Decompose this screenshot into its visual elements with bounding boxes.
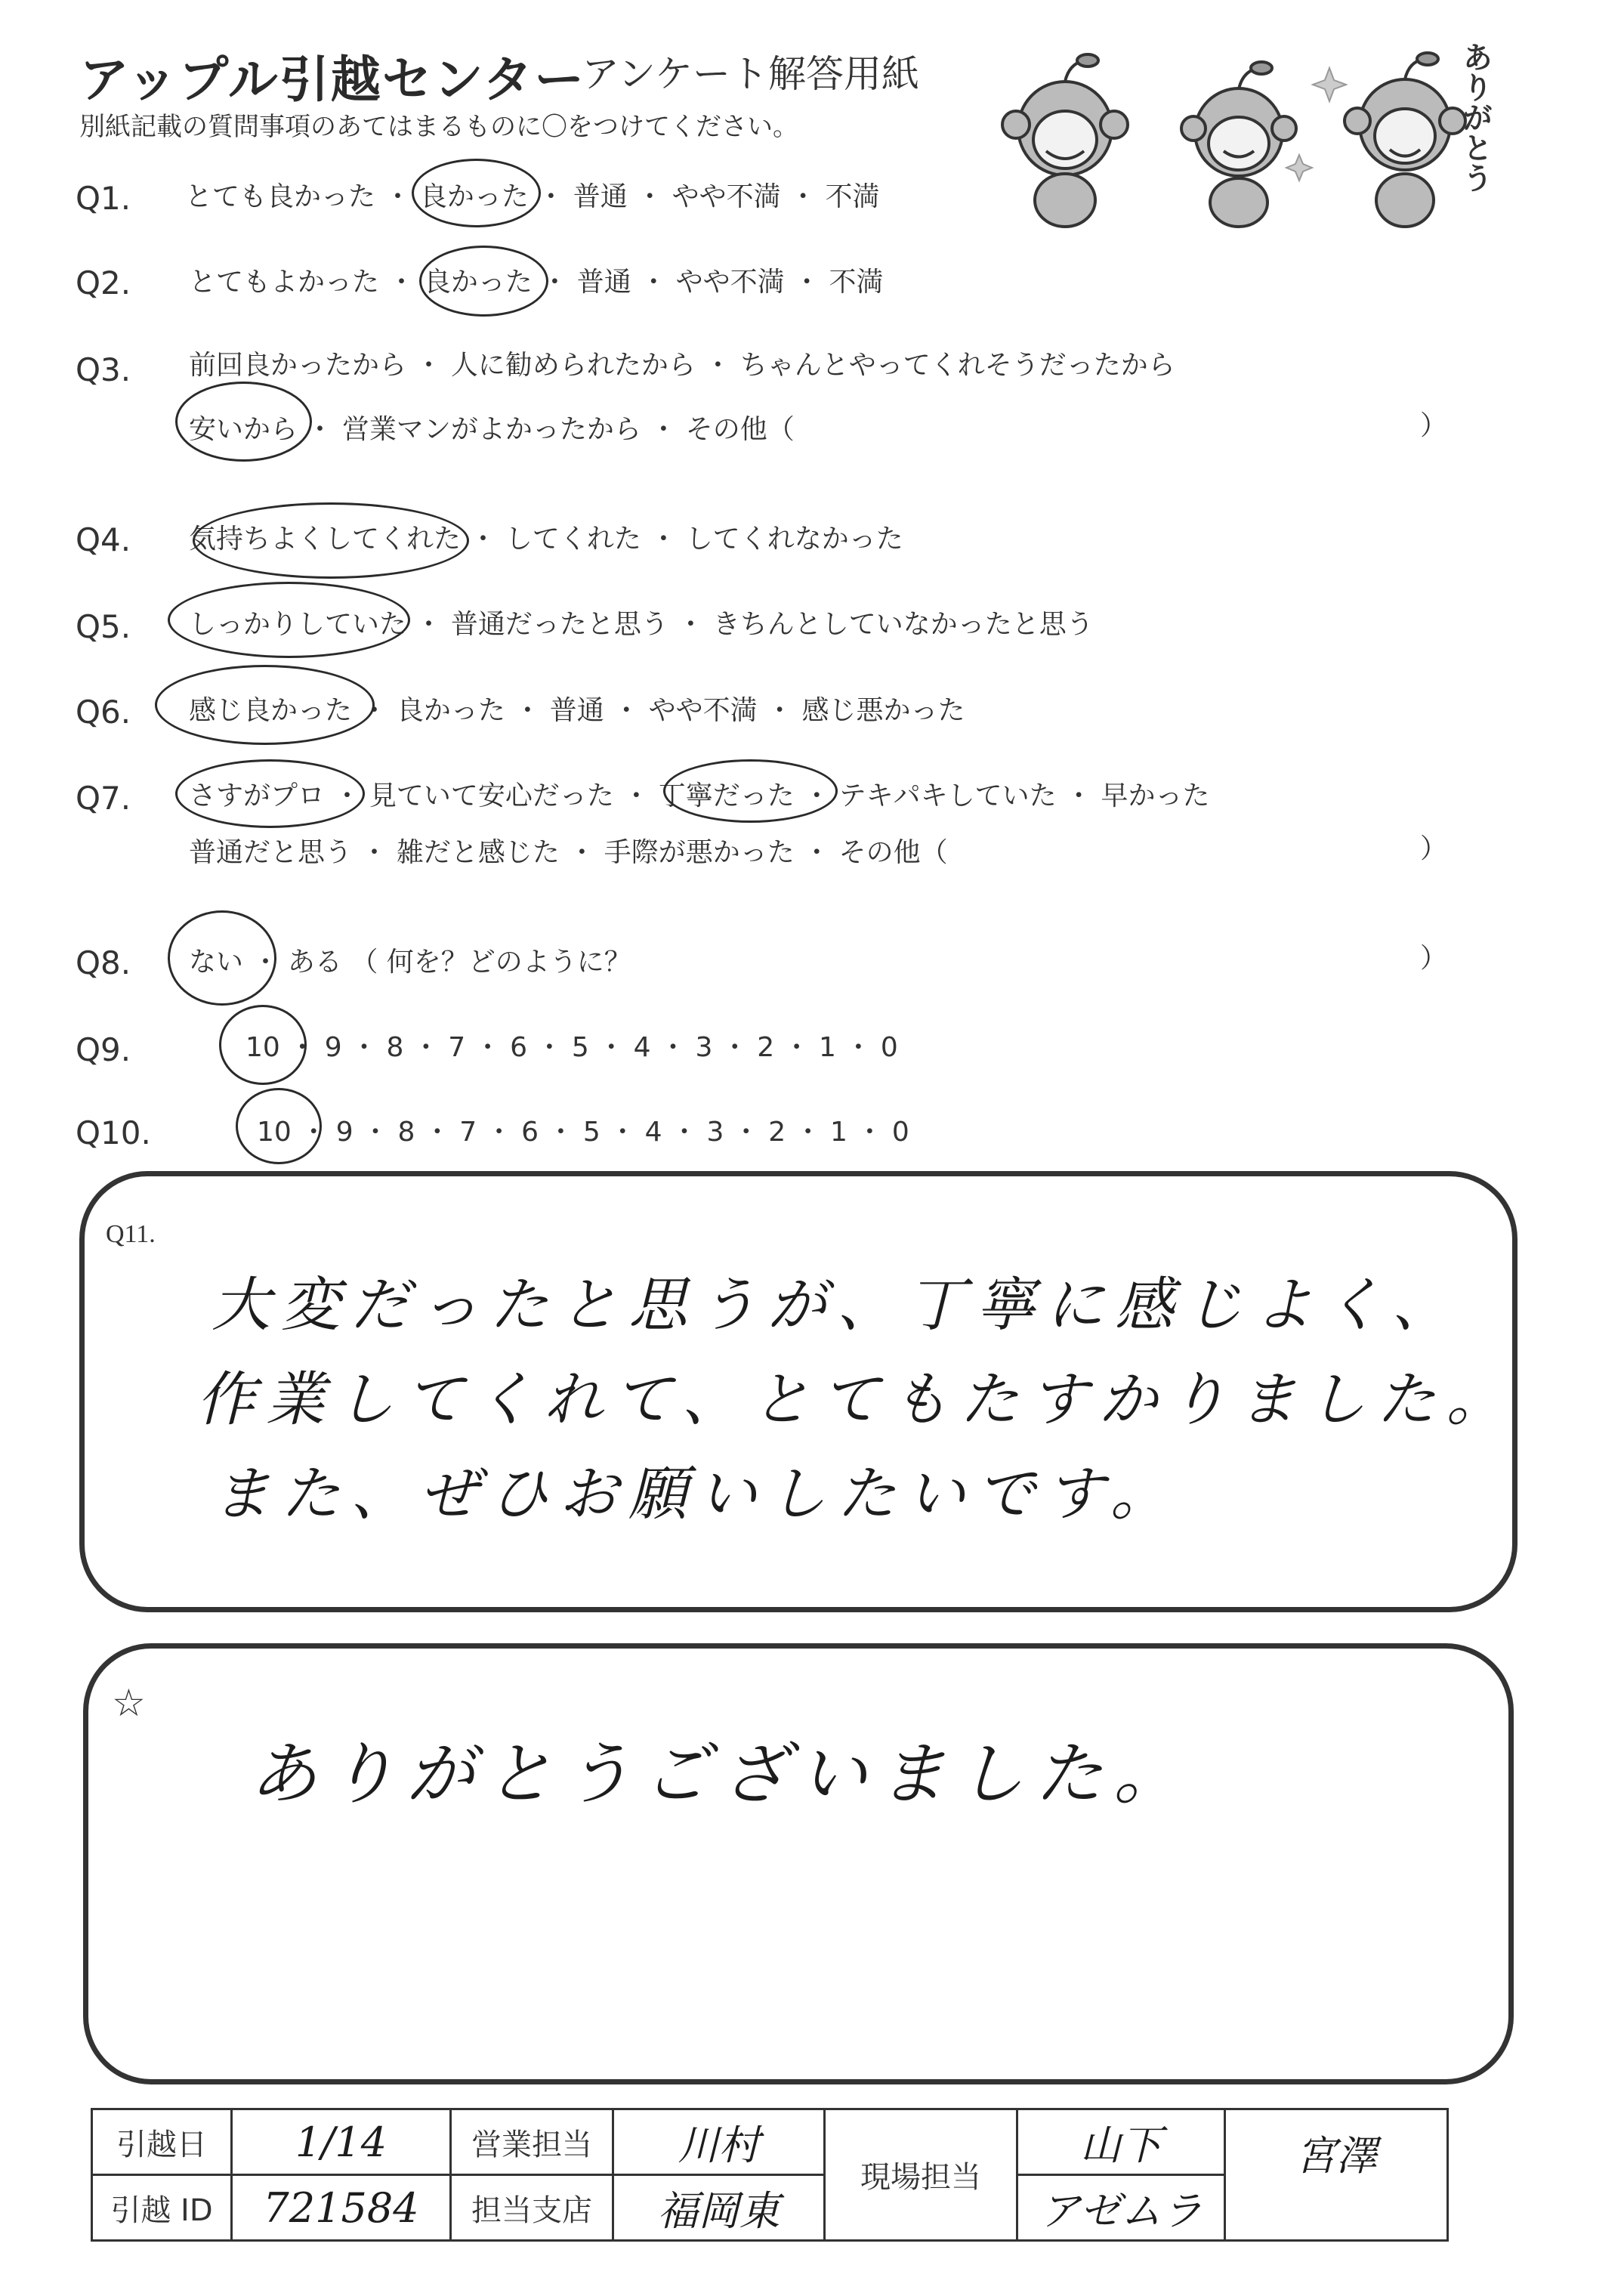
q6-options: 感じ良かった ・ 良かった ・ 普通 ・ やや不満 ・ 感じ悪かった	[189, 695, 965, 726]
q3-options-line2: 安いから ・ 営業マンがよかったから ・ その他（	[189, 414, 795, 445]
q5-options: しっかりしていた ・ 普通だったと思う ・ きちんとしていなかったと思う	[189, 609, 1094, 640]
q6-selected-circle[interactable]	[155, 665, 375, 745]
q10-options: 10 ・ 9 ・ 8 ・ 7 ・ 6 ・ 5 ・ 4 ・ 3 ・ 2 ・ 1 ・ 0	[257, 1117, 909, 1148]
q9-label: Q9.	[76, 1031, 131, 1068]
q7-label: Q7.	[76, 780, 131, 817]
site-staff-3[interactable]: アゼムラ	[1017, 2175, 1225, 2241]
site-staff-label: 現場担当	[825, 2109, 1017, 2241]
move-info-table	[91, 2108, 1449, 2242]
q1-label: Q1.	[76, 180, 131, 217]
q7-selected-circle-2[interactable]	[663, 759, 838, 823]
site-staff-1[interactable]: 山下	[1017, 2109, 1225, 2175]
q4-options: 気持ちよくしてくれた ・ してくれた ・ してくれなかった	[189, 524, 903, 555]
q1-options: とても良かった ・ 良かった ・ 普通 ・ やや不満 ・ 不満	[185, 181, 880, 212]
q3-selected-circle[interactable]	[175, 382, 312, 462]
q11-comment-line1: 大変だったと思うが、丁寧に感じよく、	[211, 1272, 1462, 1340]
survey-title: アップル引越センター	[79, 51, 586, 109]
q2-options: とてもよかった ・ 良かった ・ 普通 ・ やや不満 ・ 不満	[189, 267, 884, 298]
q11-comment-line3: また、ぜひお願いしたいです。	[211, 1460, 1180, 1528]
branch-value[interactable]: 福岡東	[613, 2175, 825, 2241]
q7-options-line2: 普通だと思う ・ 雑だと感じた ・ 手際が悪かった ・ その他（	[189, 837, 948, 868]
q2-selected-circle[interactable]	[419, 246, 548, 317]
move-id-label: 引越 ID	[92, 2175, 232, 2241]
q4-label: Q4.	[76, 521, 131, 558]
move-id-value[interactable]: 721584	[232, 2175, 451, 2241]
q8-selected-circle[interactable]	[168, 910, 276, 1006]
q3-close-paren: ）	[1420, 410, 1448, 441]
q5-label: Q5.	[76, 608, 131, 645]
free-comment-box[interactable]	[83, 1643, 1514, 2084]
free-comment-text: ありがとうございました。	[249, 1735, 1192, 1814]
q7-close-paren: ）	[1420, 833, 1448, 864]
move-date-value[interactable]: 1/14	[232, 2109, 451, 2175]
mascot-thanks-text: ありがとう	[1458, 42, 1493, 193]
q8-label: Q8.	[76, 944, 131, 981]
q5-selected-circle[interactable]	[168, 582, 410, 658]
monkey-mascots-illustration	[982, 30, 1533, 234]
instruction-text: 別紙記載の質問事項のあてはまるものに〇をつけてください。	[79, 112, 798, 142]
star-icon: ☆	[112, 1681, 146, 1725]
sales-rep-label: 営業担当	[451, 2109, 613, 2175]
q9-selected-circle[interactable]	[219, 1005, 307, 1085]
q6-label: Q6.	[76, 694, 131, 731]
q7-selected-circle-1[interactable]	[175, 759, 365, 828]
branch-label: 担当支店	[451, 2175, 613, 2241]
q8-close-paren: ）	[1420, 943, 1448, 974]
survey-subtitle: アンケート解答用紙	[582, 52, 919, 96]
q2-label: Q2.	[76, 264, 131, 301]
site-staff-2[interactable]: 宮澤	[1225, 2109, 1448, 2241]
q11-comment-line2: 作業してくれて、とてもたすかりました。	[196, 1366, 1516, 1434]
q8-options: ない ・ ある （ 何を？どのように？	[189, 947, 631, 978]
q3-options-line1: 前回良かったから ・ 人に勧められたから ・ ちゃんとやってくれそうだったから	[189, 350, 1175, 381]
sales-rep-value[interactable]: 川村	[613, 2109, 825, 2175]
q4-selected-circle[interactable]	[193, 502, 469, 579]
q10-selected-circle[interactable]	[236, 1088, 322, 1164]
q11-label: Q11.	[106, 1220, 156, 1248]
q9-options: 10 ・ 9 ・ 8 ・ 7 ・ 6 ・ 5 ・ 4 ・ 3 ・ 2 ・ 1 ・ 0	[245, 1032, 898, 1063]
q10-label: Q10.	[76, 1114, 151, 1151]
q3-label: Q3.	[76, 351, 131, 388]
q7-options-line1: さすがプロ ・ 見ていて安心だった ・ 丁寧だった ・ テキパキしていた ・ 早かった	[189, 780, 1210, 811]
move-date-label: 引越日	[92, 2109, 232, 2175]
q1-selected-circle[interactable]	[412, 159, 541, 227]
